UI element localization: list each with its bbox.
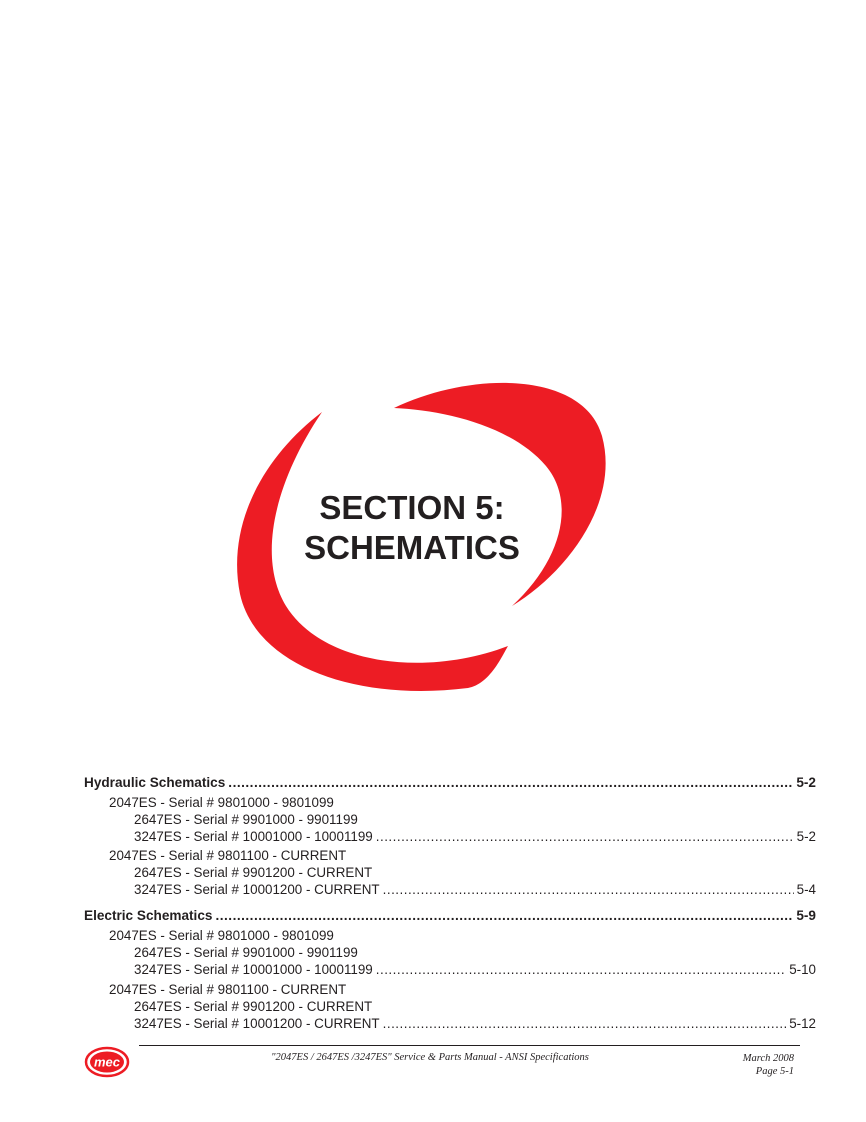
toc-heading-label: Hydraulic Schematics xyxy=(84,775,226,790)
section-title-line2: SCHEMATICS xyxy=(304,529,520,566)
toc-page-number: 5-4 xyxy=(796,882,816,897)
toc-serial-line: 3247ES - Serial # 10001200 - CURRENT xyxy=(134,882,380,897)
toc-entry-hydraulic-group-2[interactable] xyxy=(134,882,816,897)
section-title-line1: SECTION 5: xyxy=(319,489,505,526)
toc-serial-line: 2047ES - Serial # 9801000 - 9801099 xyxy=(109,928,334,943)
toc-serial-line: 3247ES - Serial # 10001200 - CURRENT xyxy=(134,1016,380,1031)
toc-serial-line: 2647ES - Serial # 9901000 - 9901199 xyxy=(134,945,358,960)
toc-page-number: 5-12 xyxy=(789,1016,816,1031)
dot-leader xyxy=(228,775,793,790)
toc-serial-line: 2047ES - Serial # 9801100 - CURRENT xyxy=(109,848,347,863)
toc-entry-electric-group-2[interactable] xyxy=(134,1016,816,1031)
section-title xyxy=(256,488,568,568)
toc-serial-line: 3247ES - Serial # 10001000 - 10001199 xyxy=(134,962,373,977)
footer-date-page xyxy=(743,1052,794,1078)
toc-serial-line: 3247ES - Serial # 10001000 - 10001199 xyxy=(134,829,373,844)
footer-divider xyxy=(139,1045,800,1046)
toc-heading-label: Electric Schematics xyxy=(84,908,213,923)
toc-entry-hydraulic-schematics[interactable] xyxy=(84,775,816,790)
dot-leader xyxy=(383,1016,787,1031)
toc-entry-electric-group-1[interactable] xyxy=(134,962,816,977)
footer-manual-title: "2047ES / 2647ES /3247ES" Service & Parts Manual - ANSI Specifications xyxy=(271,1052,589,1063)
toc-serial-line: 2647ES - Serial # 9901200 - CURRENT xyxy=(134,999,373,1014)
mec-logo-text: mec xyxy=(93,1054,121,1070)
toc-serial-line: 2047ES - Serial # 9801100 - CURRENT xyxy=(109,982,347,997)
toc-entry-hydraulic-group-1[interactable] xyxy=(134,829,816,844)
dot-leader xyxy=(383,882,794,897)
toc-page-number: 5-10 xyxy=(789,962,816,977)
mec-logo xyxy=(84,1046,130,1078)
dot-leader xyxy=(376,962,786,977)
toc-serial-line: 2647ES - Serial # 9901000 - 9901199 xyxy=(134,812,358,827)
dot-leader xyxy=(376,829,794,844)
toc-page-number: 5-2 xyxy=(796,775,816,790)
toc-page-number: 5-9 xyxy=(796,908,816,923)
toc-serial-line: 2647ES - Serial # 9901200 - CURRENT xyxy=(134,865,373,880)
toc-serial-line: 2047ES - Serial # 9801000 - 9801099 xyxy=(109,795,334,810)
toc-entry-electric-schematics[interactable] xyxy=(84,908,816,923)
toc-page-number: 5-2 xyxy=(796,829,816,844)
footer-date: March 2008 xyxy=(742,1053,794,1064)
footer-page-number: Page 5-1 xyxy=(755,1066,794,1077)
dot-leader xyxy=(215,908,793,923)
